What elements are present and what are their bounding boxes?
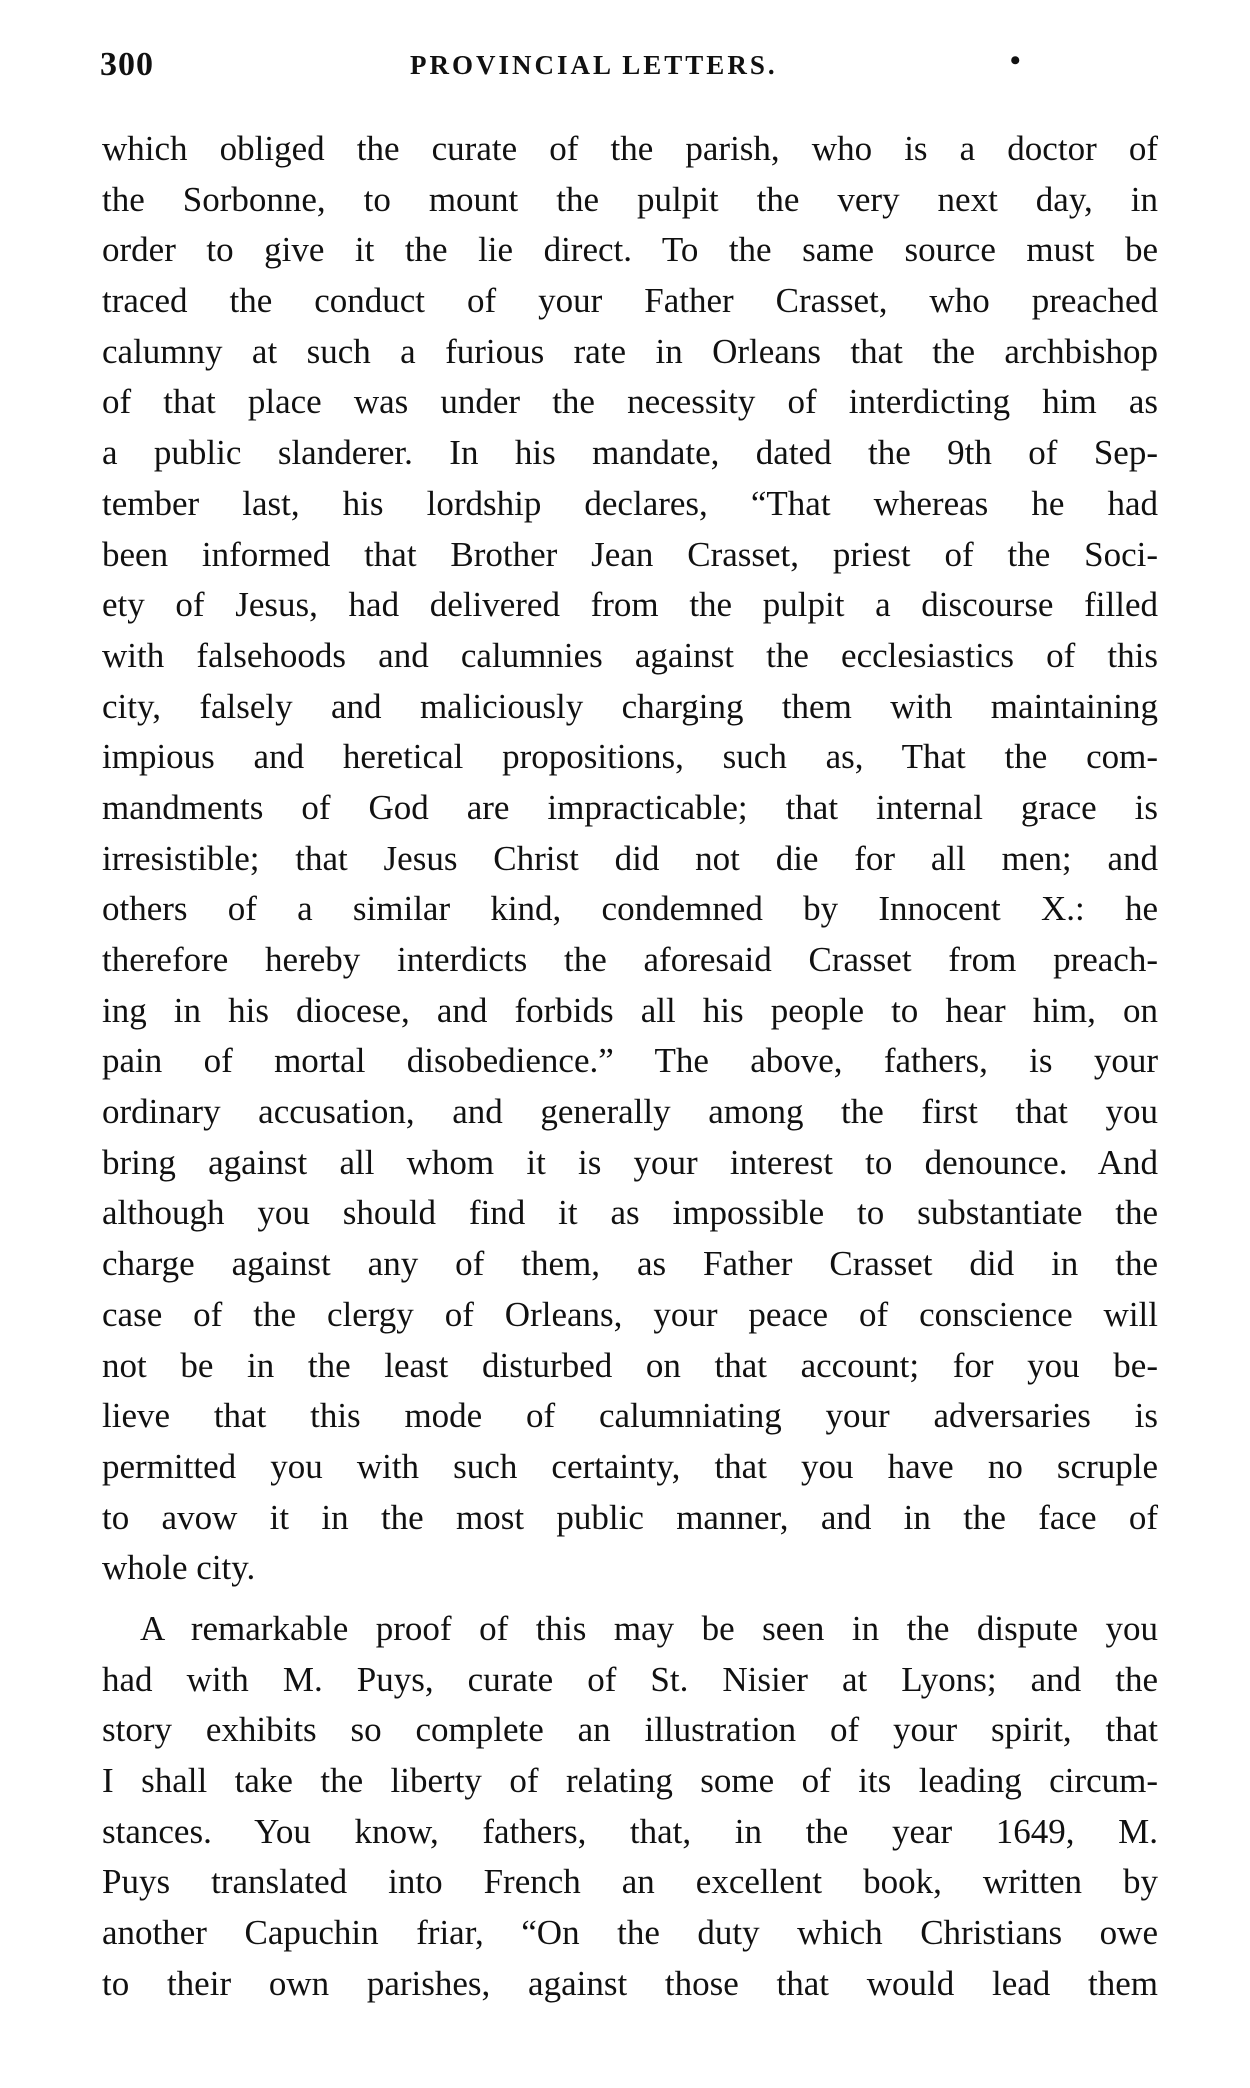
text-line: not be in the least disturbed on that account; for you be- (102, 1345, 1158, 1385)
text-line: city, falsely and maliciously charging them with maintaining (102, 686, 1158, 726)
text-line: been informed that Brother Jean Crasset, priest of the Soci- (102, 534, 1158, 574)
text-line: lieve that this mode of calumniating your adversaries is (102, 1396, 1158, 1436)
text-line: had with M. Puys, curate of St. Nisier at Lyons; and the (102, 1659, 1158, 1699)
text-line: tember last, his lordship declares, “That whereas he had (102, 483, 1158, 523)
text-line: impious and heretical propositions, such as, That the com- (102, 737, 1158, 777)
running-title: PROVINCIAL LETTERS. (410, 50, 778, 80)
text-line: permitted you with such certainty, that you have no scruple (102, 1446, 1158, 1486)
text-line: bring against all whom it is your interest to denounce. And (102, 1142, 1158, 1182)
text-line: to their own parishes, against those that would lead them (102, 1963, 1158, 2003)
page-number: 300 (100, 46, 154, 83)
running-header (100, 40, 1160, 100)
text-line: ing in his diocese, and forbids all his people to hear him, on (102, 990, 1158, 1030)
text-line: calumny at such a furious rate in Orleans that the archbishop (102, 331, 1158, 371)
text-line: although you should find it as impossible to substantiate the (102, 1193, 1158, 1233)
text-line: to avow it in the most public manner, and in the face of (102, 1497, 1158, 1537)
text-line: traced the conduct of your Father Crasset, who preached (102, 281, 1158, 321)
text-line: pain of mortal disobedience.” The above, fathers, is your (102, 1041, 1158, 1081)
text-line: stances. You know, fathers, that, in the year 1649, M. (102, 1811, 1158, 1851)
text-line: ety of Jesus, had delivered from the pulpit a discourse filled (102, 585, 1158, 625)
text-line: charge against any of them, as Father Crasset did in the (102, 1244, 1158, 1284)
paragraph-2 (102, 1604, 1158, 2010)
text-line: case of the clergy of Orleans, your peace of conscience will (102, 1294, 1158, 1334)
text-line: ordinary accusation, and generally among the first that you (102, 1092, 1158, 1132)
text-line: which obliged the curate of the parish, who is a doctor of (102, 129, 1158, 168)
body-text (102, 124, 1158, 2009)
text-line: mandments of God are impracticable; that internal grace is (102, 787, 1158, 827)
text-line: story exhibits so complete an illustration of your spirit, that (102, 1710, 1158, 1750)
text-line: a public slanderer. In his mandate, dated the 9th of Sep- (102, 433, 1158, 473)
text-line: therefore hereby interdicts the aforesaid Crasset from preach- (102, 940, 1158, 979)
text-line: order to give it the lie direct. To the same source must be (102, 230, 1158, 270)
paragraph-1 (102, 124, 1158, 1594)
text-line: Puys translated into French an excellent book, written by (102, 1862, 1158, 1902)
text-line: I shall take the liberty of relating some of its leading circum- (102, 1761, 1158, 1800)
text-line: whole city. (102, 1548, 256, 1588)
header-mark: • (1010, 44, 1021, 77)
text-line: of that place was under the necessity of interdicting him as (102, 382, 1158, 422)
text-line: others of a similar kind, condemned by Innocent X.: he (102, 889, 1158, 929)
text-line: with falsehoods and calumnies against the ecclesiastics of this (102, 635, 1158, 675)
text-line: the Sorbonne, to mount the pulpit the very next day, in (102, 179, 1158, 219)
text-line: A remarkable proof of this may be seen in the dispute you (140, 1608, 1158, 1648)
text-line: irresistible; that Jesus Christ did not die for all men; and (102, 838, 1158, 878)
text-line: another Capuchin friar, “On the duty which Christians owe (102, 1913, 1158, 1953)
paragraph-gap (102, 1594, 1158, 1604)
